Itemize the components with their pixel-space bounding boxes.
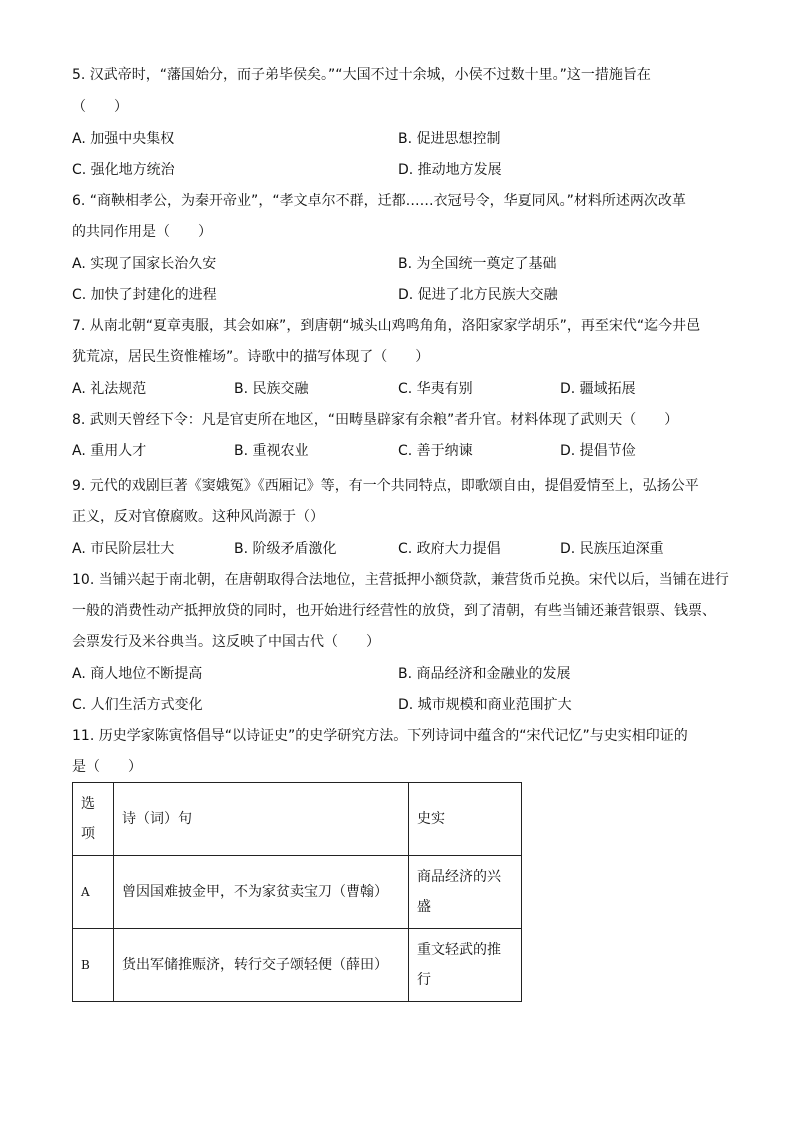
row-b-verse: 货出军储推赈济，转行交子颂轻便（薛田） xyxy=(114,929,409,1002)
header-option-line1: 选 xyxy=(81,796,95,812)
row-a-verse: 曾因国难披金甲，不为家贫卖宝刀（曹翰） xyxy=(114,856,409,929)
q7-option-c[interactable]: C. 华夷有别 xyxy=(398,381,473,397)
q6-option-b[interactable]: B. 为全国统一奠定了基础 xyxy=(398,256,557,272)
q5-option-c[interactable]: C. 强化地方统治 xyxy=(72,162,175,178)
q7-option-d[interactable]: D. 疆域拓展 xyxy=(560,381,636,397)
q9-option-c[interactable]: C. 政府大力提倡 xyxy=(398,541,501,557)
q8-option-b[interactable]: B. 重视农业 xyxy=(234,443,309,459)
row-a-fact-line2: 盛 xyxy=(417,899,431,915)
question-5-stem-cont: （ ） xyxy=(72,99,128,115)
q6-option-c[interactable]: C. 加快了封建化的进程 xyxy=(72,287,217,303)
q10-option-b[interactable]: B. 商品经济和金融业的发展 xyxy=(398,666,571,682)
q6-option-d[interactable]: D. 促进了北方民族大交融 xyxy=(398,287,558,303)
header-option-line2: 项 xyxy=(81,826,95,842)
question-10-stem: 10. 当铺兴起于南北朝，在唐朝取得合法地位，主营抵押小额贷款，兼营货币兑换。宋代以后，当铺在进行 xyxy=(72,572,729,588)
q9-option-a[interactable]: A. 市民阶层壮大 xyxy=(72,541,175,557)
q8-option-d[interactable]: D. 提倡节俭 xyxy=(560,443,636,459)
q5-option-d[interactable]: D. 推动地方发展 xyxy=(398,162,502,178)
q5-option-b[interactable]: B. 促进思想控制 xyxy=(398,131,501,147)
header-verse-cell: 诗（词）句 xyxy=(114,783,409,856)
question-10-stem-cont2: 会票发行及米谷典当。这反映了中国古代（ ） xyxy=(72,634,380,650)
question-5-stem: 5. 汉武帝时，“藩国始分，而子弟毕侯矣。”“大国不过十余城，小侯不过数十里。”这一措施旨在 xyxy=(72,67,651,83)
table-header-row xyxy=(73,783,522,856)
question-9-stem: 9. 元代的戏剧巨著《窦娥冤》《西厢记》等，有一个共同特点，即歌颂自由，提倡爱情至上，弘扬公平 xyxy=(72,478,699,494)
q6-option-a[interactable]: A. 实现了国家长治久安 xyxy=(72,256,217,272)
row-a-option: A xyxy=(73,856,114,929)
q11-table xyxy=(72,782,522,1002)
question-9-stem-cont: 正义，反对官僚腐败。这种风尚源于（） xyxy=(72,509,324,525)
question-7-stem: 7. 从南北朝“夏章夷服，其会如麻”，到唐朝“城头山鸡鸣角角，洛阳家家学胡乐”，再至宋代“迄今井邑 xyxy=(72,318,701,334)
row-a-fact-line1: 商品经济的兴 xyxy=(417,869,501,885)
row-a-fact xyxy=(409,856,522,929)
q8-option-c[interactable]: C. 善于纳谏 xyxy=(398,443,473,459)
q10-option-c[interactable]: C. 人们生活方式变化 xyxy=(72,697,203,713)
question-7-stem-cont: 犹荒凉，居民生资惟榷场”。诗歌中的描写体现了（ ） xyxy=(72,349,430,365)
q8-option-a[interactable]: A. 重用人才 xyxy=(72,443,147,459)
question-8-stem: 8. 武则天曾经下令：凡是官吏所在地区，“田畴垦辟家有余粮”者升官。材料体现了武则天（ ） xyxy=(72,412,679,428)
row-b-fact-line1: 重文轻武的推 xyxy=(417,942,501,958)
header-fact-cell: 史实 xyxy=(409,783,522,856)
question-6-stem-cont: 的共同作用是（ ） xyxy=(72,224,212,240)
q5-option-a[interactable]: A. 加强中央集权 xyxy=(72,131,175,147)
q10-option-d[interactable]: D. 城市规模和商业范围扩大 xyxy=(398,697,572,713)
q9-option-d[interactable]: D. 民族压迫深重 xyxy=(560,541,664,557)
q7-option-b[interactable]: B. 民族交融 xyxy=(234,381,309,397)
question-11-stem-cont: 是（ ） xyxy=(72,759,142,775)
q10-option-a[interactable]: A. 商人地位不断提高 xyxy=(72,666,203,682)
table-row xyxy=(73,929,522,1002)
row-b-fact-line2: 行 xyxy=(417,972,431,988)
header-option-cell xyxy=(73,783,114,856)
question-6-stem: 6. “商鞅相孝公，为秦开帝业”，“孝文卓尔不群，迁都……衣冠号令，华夏同风。”材料所述两次改革 xyxy=(72,193,686,209)
table-row xyxy=(73,856,522,929)
question-10-stem-cont: 一般的消费性动产抵押放贷的同时，也开始进行经营性的放贷，到了清朝，有些当铺还兼营银票、钱票、 xyxy=(72,603,716,619)
row-b-option: B xyxy=(73,929,114,1002)
row-b-fact xyxy=(409,929,522,1002)
q7-option-a[interactable]: A. 礼法规范 xyxy=(72,381,147,397)
question-11-stem: 11. 历史学家陈寅恪倡导“以诗证史”的史学研究方法。下列诗词中蕴含的“宋代记忆”与史实相印证的 xyxy=(72,728,688,744)
q9-option-b[interactable]: B. 阶级矛盾激化 xyxy=(234,541,337,557)
